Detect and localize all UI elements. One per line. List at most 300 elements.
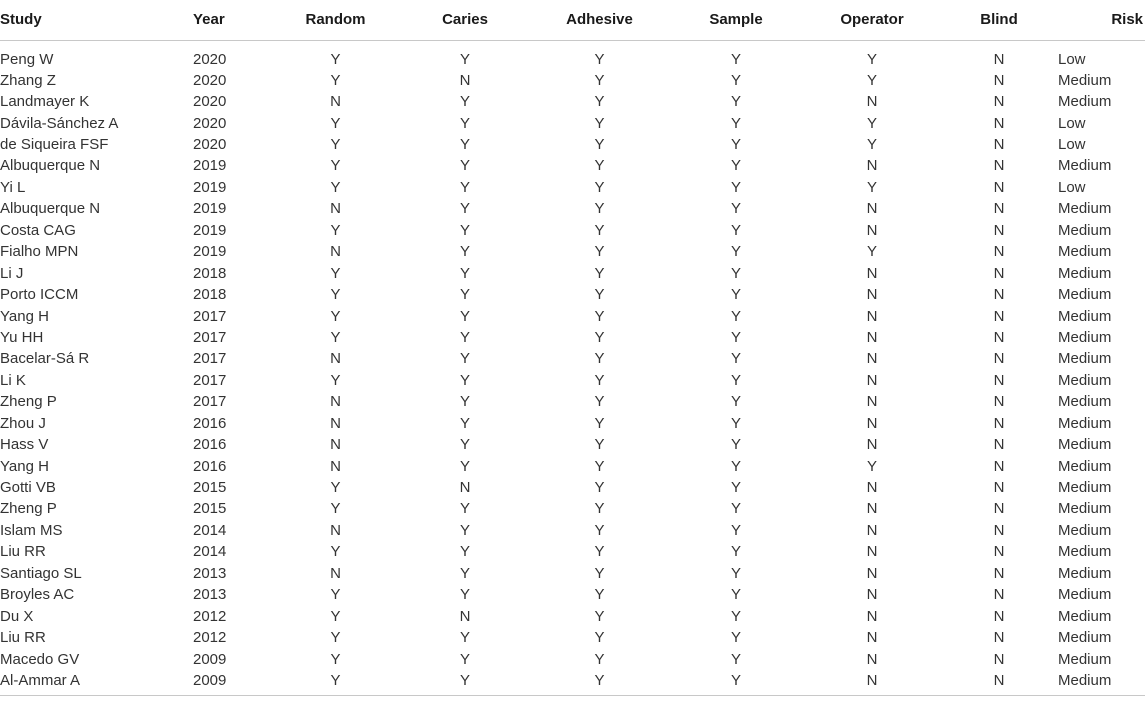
cell-adhesive: Y (594, 307, 605, 325)
table-row (0, 477, 1145, 498)
cell-sample: Y (730, 543, 741, 561)
cell-sample: Y (730, 436, 741, 454)
cell-random: N (330, 93, 341, 111)
cell-random: Y (330, 543, 341, 561)
cell-adhesive: Y (594, 586, 605, 604)
table-row (0, 91, 1145, 112)
cell-year: 2019 (193, 200, 227, 218)
table-body (0, 40, 1145, 695)
cell-year: 2016 (193, 457, 227, 475)
cell-blind: N (993, 371, 1005, 389)
cell-caries: Y (459, 393, 470, 411)
cell-caries: Y (459, 564, 470, 582)
cell-random: Y (330, 221, 341, 239)
cell-adhesive: Y (594, 650, 605, 668)
cell-random: Y (330, 136, 341, 154)
cell-sample: Y (730, 264, 741, 282)
cell-study: Yang H (0, 307, 49, 325)
cell-adhesive: Y (531, 670, 668, 696)
cell-operator: N (866, 521, 878, 539)
cell-year: 2009 (193, 650, 227, 668)
cell-operator: N (866, 264, 878, 282)
cell-adhesive: Y (594, 50, 605, 68)
cell-blind: N (993, 93, 1005, 111)
cell-sample: Y (730, 307, 741, 325)
cell-year: 2020 (193, 114, 227, 132)
cell-study: Landmayer K (0, 93, 90, 111)
cell-year: 2009 (193, 670, 272, 696)
cell-operator: N (866, 500, 878, 518)
cell-blind: N (993, 393, 1005, 411)
table-row (0, 413, 1145, 434)
cell-caries: Y (459, 221, 470, 239)
cell-random: Y (330, 286, 341, 304)
cell-year: 2012 (193, 629, 227, 647)
cell-caries: Y (459, 136, 470, 154)
table-row (0, 327, 1145, 348)
cell-caries: Y (459, 457, 470, 475)
cell-random: Y (330, 50, 341, 68)
cell-random: Y (330, 264, 341, 282)
cell-random: N (330, 243, 341, 261)
cell-year: 2015 (193, 500, 227, 518)
cell-random: N (330, 521, 341, 539)
cell-adhesive: Y (594, 607, 605, 625)
cell-caries: Y (459, 414, 470, 432)
cell-random: N (330, 457, 341, 475)
cell-operator: Y (866, 178, 877, 196)
cell-operator: N (866, 93, 878, 111)
cell-study: Li K (0, 371, 26, 389)
cell-random: Y (330, 500, 341, 518)
cell-year: 2017 (193, 328, 227, 346)
table-row (0, 155, 1145, 176)
cell-year: 2014 (193, 521, 227, 539)
cell-adhesive: Y (594, 71, 605, 89)
cell-caries: Y (459, 328, 470, 346)
cell-sample: Y (730, 243, 741, 261)
cell-risk: Medium (1058, 650, 1112, 668)
cell-blind: N (993, 479, 1005, 497)
cell-caries: Y (459, 286, 470, 304)
cell-caries: Y (459, 157, 470, 175)
cell-year: 2017 (193, 371, 227, 389)
cell-blind: N (993, 178, 1005, 196)
cell-caries: Y (459, 650, 470, 668)
cell-adhesive: Y (594, 328, 605, 346)
cell-sample: Y (730, 157, 741, 175)
cell-random: Y (330, 178, 341, 196)
cell-random: N (330, 436, 341, 454)
cell-sample: Y (730, 650, 741, 668)
cell-sample: Y (730, 221, 741, 239)
cell-adhesive: Y (594, 243, 605, 261)
cell-blind: N (993, 286, 1005, 304)
cell-blind: N (993, 328, 1005, 346)
cell-operator: Y (866, 114, 877, 132)
cell-year: 2019 (193, 243, 227, 261)
cell-operator: N (866, 393, 878, 411)
cell-study: Costa CAG (0, 221, 76, 239)
cell-year: 2014 (193, 543, 227, 561)
cell-year: 2020 (193, 136, 227, 154)
cell-blind: N (993, 350, 1005, 368)
cell-operator: N (866, 157, 878, 175)
cell-caries: Y (399, 670, 531, 696)
table-row (0, 177, 1145, 198)
cell-risk: Medium (1058, 350, 1112, 368)
cell-study: Hass V (0, 436, 49, 454)
table-row (0, 198, 1145, 219)
cell-risk: Medium (1058, 200, 1112, 218)
cell-random: Y (272, 670, 399, 696)
cell-blind: N (993, 200, 1005, 218)
cell-adhesive: Y (594, 371, 605, 389)
cell-adhesive: Y (594, 178, 605, 196)
cell-blind: N (993, 307, 1005, 325)
cell-operator: N (866, 607, 878, 625)
table-row (0, 241, 1145, 262)
cell-random: N (330, 350, 341, 368)
cell-adhesive: Y (594, 564, 605, 582)
cell-caries: Y (459, 521, 470, 539)
cell-sample: Y (730, 136, 741, 154)
cell-sample: Y (730, 178, 741, 196)
cell-study: Yi L (0, 178, 26, 196)
table-row (0, 563, 1145, 584)
table-row (0, 40, 1145, 70)
cell-study: Zhou J (0, 414, 46, 432)
cell-risk: Medium (1058, 221, 1112, 239)
cell-year: 2020 (193, 93, 227, 111)
cell-operator: N (866, 200, 878, 218)
cell-risk: Medium (1058, 521, 1112, 539)
cell-operator: N (866, 564, 878, 582)
cell-blind: N (993, 564, 1005, 582)
cell-sample: Y (730, 350, 741, 368)
table-row (0, 112, 1145, 133)
cell-blind: N (993, 136, 1005, 154)
cell-risk: Medium (1058, 371, 1112, 389)
cell-caries: Y (459, 50, 470, 68)
header-caries: Caries (399, 0, 531, 40)
cell-adhesive: Y (594, 264, 605, 282)
table-row (0, 670, 1145, 696)
cell-operator: N (866, 371, 878, 389)
cell-caries: Y (459, 243, 470, 261)
header-risk: Risk (1058, 0, 1145, 40)
cell-study: Porto ICCM (0, 286, 79, 304)
cell-study: Islam MS (0, 521, 63, 539)
header-blind: Blind (940, 0, 1058, 40)
cell-study: Yu HH (0, 328, 44, 346)
cell-caries: Y (459, 436, 470, 454)
cell-random: Y (330, 71, 341, 89)
cell-sample: Y (730, 393, 741, 411)
cell-blind: N (993, 414, 1005, 432)
cell-blind: N (993, 436, 1005, 454)
cell-random: Y (330, 114, 341, 132)
cell-sample: Y (730, 371, 741, 389)
cell-year: 2013 (193, 564, 227, 582)
cell-blind: N (993, 157, 1005, 175)
cell-caries: Y (459, 93, 470, 111)
cell-random: Y (330, 328, 341, 346)
cell-blind: N (993, 114, 1005, 132)
table-row (0, 284, 1145, 305)
cell-year: 2018 (193, 286, 227, 304)
cell-random: Y (330, 607, 341, 625)
cell-risk: Medium (1058, 157, 1112, 175)
cell-risk: Medium (1058, 264, 1112, 282)
cell-study: Dávila-Sánchez A (0, 114, 119, 132)
table-row (0, 455, 1145, 476)
cell-random: Y (330, 371, 341, 389)
cell-random: Y (330, 157, 341, 175)
header-study: Study (0, 0, 193, 40)
cell-sample: Y (730, 500, 741, 518)
cell-caries: Y (459, 350, 470, 368)
cell-operator: Y (866, 243, 877, 261)
cell-sample: Y (730, 479, 741, 497)
cell-year: 2017 (193, 307, 227, 325)
cell-caries: Y (459, 114, 470, 132)
cell-year: 2019 (193, 221, 227, 239)
cell-study: Peng W (0, 50, 54, 68)
cell-risk: Medium (1058, 457, 1112, 475)
cell-blind: N (993, 457, 1005, 475)
cell-operator: N (866, 629, 878, 647)
cell-random: Y (330, 586, 341, 604)
table-row (0, 584, 1145, 605)
cell-year: 2016 (193, 414, 227, 432)
cell-adhesive: Y (594, 543, 605, 561)
cell-caries: N (459, 71, 471, 89)
cell-study: de Siqueira FSF (0, 136, 109, 154)
cell-operator: N (866, 479, 878, 497)
cell-operator: N (866, 307, 878, 325)
cell-sample: Y (730, 71, 741, 89)
cell-sample: Y (730, 286, 741, 304)
cell-study: Yang H (0, 457, 49, 475)
cell-blind: N (993, 243, 1005, 261)
cell-year: 2020 (193, 71, 227, 89)
cell-study: Macedo GV (0, 650, 80, 668)
table-row (0, 627, 1145, 648)
cell-operator: Y (866, 71, 877, 89)
table-row (0, 262, 1145, 283)
cell-adhesive: Y (594, 200, 605, 218)
cell-adhesive: Y (594, 350, 605, 368)
cell-risk: Medium (1058, 286, 1112, 304)
cell-study: Du X (0, 607, 34, 625)
cell-study: Albuquerque N (0, 200, 101, 218)
cell-year: 2017 (193, 393, 227, 411)
cell-risk: Low (1058, 178, 1086, 196)
cell-study: Zheng P (0, 500, 57, 518)
cell-random: N (330, 564, 341, 582)
table-row (0, 134, 1145, 155)
table-header-row (0, 0, 1145, 40)
cell-adhesive: Y (594, 436, 605, 454)
header-sample: Sample (668, 0, 804, 40)
cell-blind: N (993, 500, 1005, 518)
cell-random: Y (330, 479, 341, 497)
cell-random: Y (330, 307, 341, 325)
header-operator: Operator (804, 0, 940, 40)
cell-operator: N (866, 328, 878, 346)
cell-caries: N (459, 479, 471, 497)
cell-risk: Medium (1058, 243, 1112, 261)
cell-risk: Low (1058, 50, 1086, 68)
cell-year: 2019 (193, 157, 227, 175)
cell-blind: N (993, 650, 1005, 668)
cell-risk: Medium (1058, 393, 1112, 411)
cell-year: 2019 (193, 178, 227, 196)
cell-study: Santiago SL (0, 564, 82, 582)
table-row (0, 220, 1145, 241)
cell-operator: N (866, 650, 878, 668)
cell-operator: Y (866, 457, 877, 475)
cell-sample: Y (730, 521, 741, 539)
cell-operator: N (804, 670, 940, 696)
cell-year: 2013 (193, 586, 227, 604)
cell-study: Zhang Z (0, 71, 56, 89)
cell-operator: N (866, 436, 878, 454)
cell-caries: Y (459, 500, 470, 518)
table-row (0, 648, 1145, 669)
cell-blind: N (993, 71, 1005, 89)
cell-sample: Y (668, 670, 804, 696)
cell-adhesive: Y (594, 93, 605, 111)
cell-risk: Medium (1058, 414, 1112, 432)
cell-sample: Y (730, 414, 741, 432)
cell-caries: Y (459, 543, 470, 561)
cell-adhesive: Y (594, 414, 605, 432)
cell-sample: Y (730, 114, 741, 132)
cell-adhesive: Y (594, 221, 605, 239)
cell-year: 2018 (193, 264, 227, 282)
table-row (0, 605, 1145, 626)
table-row (0, 498, 1145, 519)
cell-caries: N (459, 607, 471, 625)
cell-study: Li J (0, 264, 24, 282)
table-row (0, 370, 1145, 391)
cell-adhesive: Y (594, 393, 605, 411)
cell-risk: Medium (1058, 586, 1112, 604)
cell-random: Y (330, 629, 341, 647)
cell-adhesive: Y (594, 479, 605, 497)
cell-risk: Low (1058, 114, 1086, 132)
cell-adhesive: Y (594, 136, 605, 154)
cell-risk: Medium (1058, 307, 1112, 325)
cell-year: 2015 (193, 479, 227, 497)
cell-blind: N (993, 221, 1005, 239)
cell-blind: N (993, 586, 1005, 604)
cell-risk: Medium (1058, 436, 1112, 454)
table-row (0, 70, 1145, 91)
cell-random: N (330, 414, 341, 432)
cell-caries: Y (459, 371, 470, 389)
cell-blind: N (993, 521, 1005, 539)
cell-adhesive: Y (594, 500, 605, 518)
header-random: Random (272, 0, 399, 40)
cell-sample: Y (730, 328, 741, 346)
cell-study: Liu RR (0, 543, 46, 561)
cell-risk: Medium (1058, 543, 1112, 561)
cell-random: N (330, 393, 341, 411)
cell-blind: N (993, 50, 1005, 68)
cell-operator: N (866, 543, 878, 561)
cell-risk: Low (1058, 136, 1086, 154)
table-row (0, 391, 1145, 412)
cell-study: Bacelar-Sá R (0, 350, 90, 368)
cell-risk: Medium (1058, 328, 1112, 346)
cell-operator: N (866, 286, 878, 304)
table-row (0, 520, 1145, 541)
cell-operator: Y (866, 50, 877, 68)
cell-adhesive: Y (594, 114, 605, 132)
cell-study: Albuquerque N (0, 157, 101, 175)
cell-study: Broyles AC (0, 586, 75, 604)
cell-caries: Y (459, 629, 470, 647)
cell-study: Gotti VB (0, 479, 56, 497)
cell-risk: Medium (1058, 607, 1112, 625)
cell-sample: Y (730, 607, 741, 625)
header-adhesive: Adhesive (531, 0, 668, 40)
cell-random: Y (330, 650, 341, 668)
cell-blind: N (993, 543, 1005, 561)
cell-sample: Y (730, 586, 741, 604)
cell-caries: Y (459, 307, 470, 325)
cell-operator: Y (866, 136, 877, 154)
cell-caries: Y (459, 200, 470, 218)
cell-sample: Y (730, 564, 741, 582)
table-row (0, 541, 1145, 562)
cell-risk: Medium (1058, 93, 1112, 111)
cell-year: 2020 (193, 50, 227, 68)
cell-study: Zheng P (0, 393, 57, 411)
cell-study: Liu RR (0, 629, 46, 647)
cell-operator: N (866, 414, 878, 432)
cell-year: 2017 (193, 350, 227, 368)
cell-random: N (330, 200, 341, 218)
cell-adhesive: Y (594, 286, 605, 304)
cell-sample: Y (730, 93, 741, 111)
cell-operator: N (866, 221, 878, 239)
cell-blind: N (993, 629, 1005, 647)
cell-risk: Medium (1058, 500, 1112, 518)
table-row (0, 434, 1145, 455)
cell-blind: N (940, 670, 1058, 696)
cell-study: Al-Ammar A (0, 670, 193, 696)
cell-sample: Y (730, 457, 741, 475)
cell-caries: Y (459, 178, 470, 196)
cell-adhesive: Y (594, 157, 605, 175)
cell-risk: Medium (1058, 670, 1145, 696)
cell-year: 2016 (193, 436, 227, 454)
cell-study: Fialho MPN (0, 243, 79, 261)
cell-risk: Medium (1058, 479, 1112, 497)
table-row (0, 305, 1145, 326)
cell-risk: Medium (1058, 564, 1112, 582)
cell-adhesive: Y (594, 629, 605, 647)
table-row (0, 348, 1145, 369)
cell-blind: N (993, 607, 1005, 625)
cell-sample: Y (730, 629, 741, 647)
header-year: Year (193, 0, 272, 40)
cell-sample: Y (730, 50, 741, 68)
